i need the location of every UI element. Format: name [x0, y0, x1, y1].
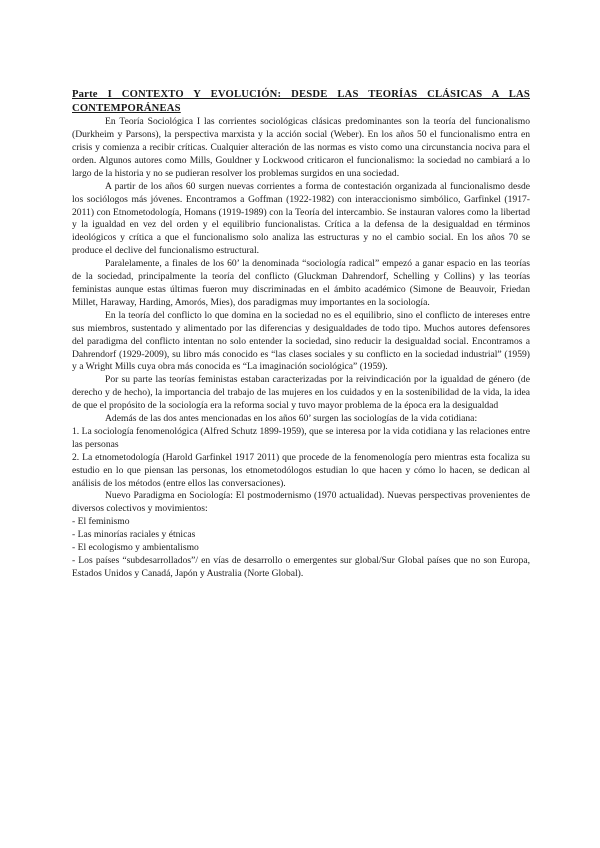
- paragraph-intro: En Teoría Sociológica I las corrientes sociológicas clásicas predominantes son la teoría del funcionalismo (Durkheim y Parsons), la perspectiva marxista y la acción social (Weber). En los años 50 el funcionalismo entra en crisis y comienza a recibir críticas. Cualquier alteración de las normas es visto como una circunstancia nociva para el orden. Algunos autores como Mills, Gouldner y Lockwood criticaron el funcionalismo: la sociedad no cambiará a lo largo de la historia y no se pudieran resolver los problemas surgidos en una sociedad.: [72, 116, 530, 179]
- list-item: - Los países “subdesarrollados”/ en vías de desarrollo o emergentes sur global/Sur Global países que no son Europa, Estados Unidos y Canadá, Japón y Australia (Norte Global).: [72, 555, 530, 579]
- paragraph-sixties: A partir de los años 60 surgen nuevas corrientes a forma de contestación organizada al funcionalismo desde los sociólogos más jóvenes. Encontramos a Goffman (1922-1982) con interaccionismo simbólico, Garfinkel (1917-2011) con Etnometodología, Homans (1919-1989) con la Teoría del intercambio. Se instauran valores como la libertad y la igualdad en vez del orden y el equilibrio funcionalistas. Crítica a la defensa de la desigualdad en términos ideológicos y crítica a que el funcionalismo solo analiza las estructuras y no el cambio social. En los años 70 se produce el declive del funcionalismo estructural.: [72, 180, 530, 257]
- paragraph-new-paradigm: Nuevo Paradigma en Sociología: El postmodernismo (1970 actualidad). Nuevas perspectivas provenientes de diversos colectivos y movimientos:: [72, 490, 530, 515]
- paragraph-everyday-life: Además de las dos antes mencionadas en los años 60’ surgen las sociologías de la vida cotidiana:: [105, 413, 478, 425]
- paragraph-radical-sociology: Paralelamente, a finales de los 60’ la denominada “sociología radical” empezó a ganar espacio en las teorías de la sociedad, principalmente la teoría del conflicto (Gluckman Dahrendorf, Schelling y Collins) y las teorías feministas aunque estas últimas fueron muy discriminadas en el ámbito académico (Simone de Beauvoir, Friedan Millet, Haraway, Harding, Amorós, Mies), dos paradigmas muy importantes en la sociología.: [72, 258, 530, 308]
- section-heading: Parte I CONTEXTO Y EVOLUCIÓN: DESDE LAS TEORÍAS CLÁSICAS A LAS CONTEMPORÁNEAS: [72, 89, 530, 114]
- document-page: [72, 88, 530, 581]
- list-item: - Las minorías raciales y étnicas: [72, 529, 196, 541]
- numbered-item-ethnomethodology: 2. La etnometodología (Harold Garfinkel 1917 2011) que procede de la fenomenología pero mientras esta focaliza su estudio en lo que piensan las personas, los etnometodólogos estudian lo que hacen y cómo lo hacen, se dedican al análisis de los métodos (entre ellos las conversaciones).: [72, 451, 530, 489]
- list-item: - El feminismo: [72, 516, 130, 528]
- paragraph-conflict-theory: En la teoría del conflicto lo que domina en la sociedad no es el equilibrio, sino el conflicto de intereses entre sus miembros, sustentado y alimentado por las diferencias y desigualdades de todo tipo. Muchos autores defensores del paradigma del conflicto intentan no solo entender la sociedad, sino reducir la desigualdad social. Encontramos a Dahrendorf (1929-2009), su libro más conocido es “las clases sociales y su conflicto en la sociedad industrial” (1959) y a Wright Mills cuya obra más conocida es “La imaginación sociológica” (1959).: [72, 309, 530, 373]
- numbered-item-phenomenology: 1. La sociología fenomenológica (Alfred Schutz 1899-1959), que se interesa por la vida cotidiana y las relaciones entre las personas: [72, 425, 530, 450]
- movements-list: [72, 516, 530, 581]
- paragraph-feminist-theories: Por su parte las teorías feministas estaban caracterizadas por la reivindicación por la igualdad de género (de derecho y de hecho), la importancia del trabajo de las mujeres en los cuidados y en la sostenibilidad de la vida, la idea de que el propósito de la sociología era la reforma social y tuvo mayor problema de la época era la desigualdad: [72, 374, 530, 412]
- list-item: - El ecologismo y ambientalismo: [72, 542, 199, 554]
